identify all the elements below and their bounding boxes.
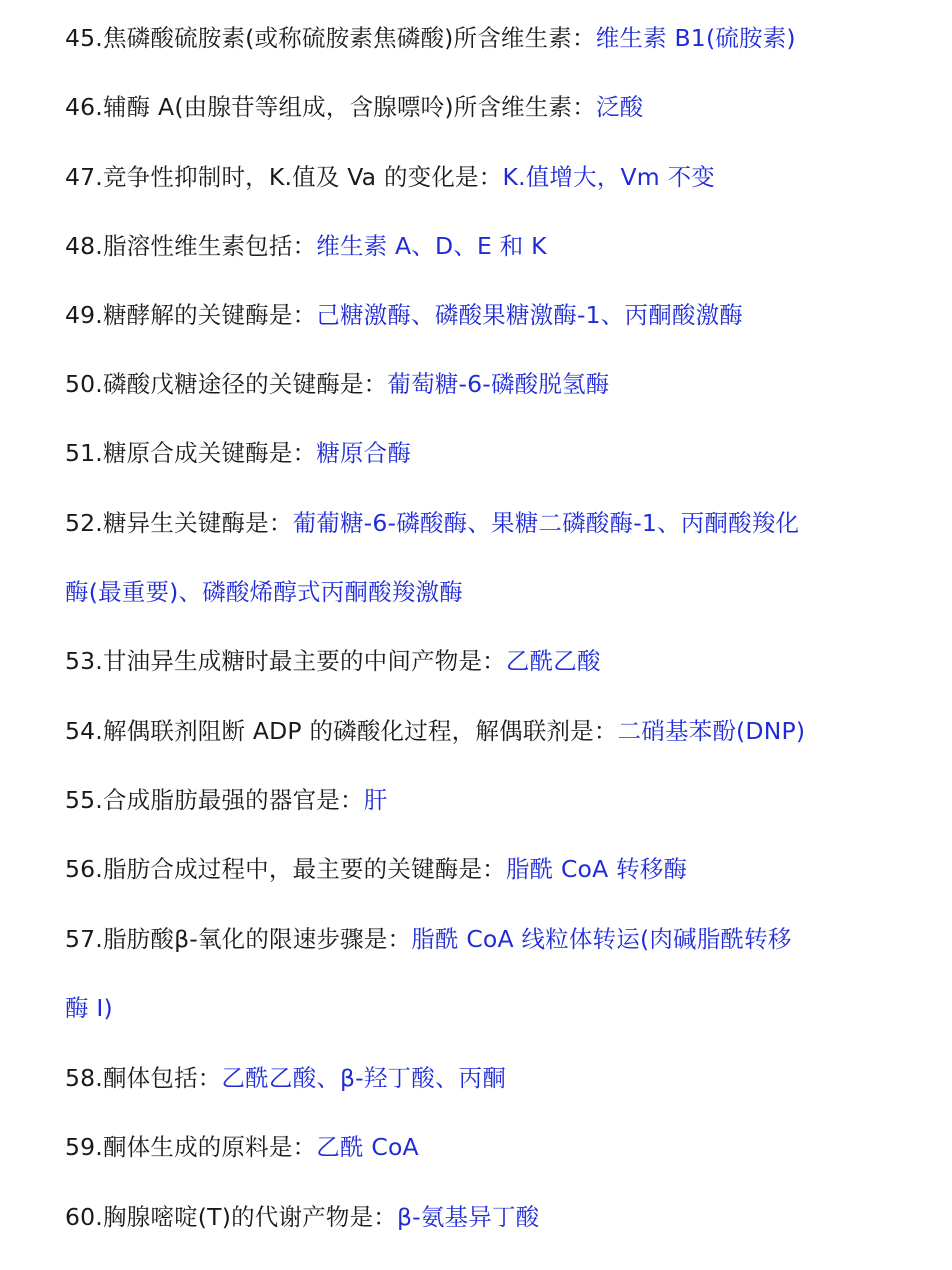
answer-text: 脂酰 CoA 线粒体转运(肉碱脂酰转移 [411,925,792,953]
item-52 [65,503,912,543]
question-text: 47.竞争性抑制时，K.值及 Va 的变化是： [65,163,503,191]
item-52-continued [65,572,912,612]
answer-text: 乙酰乙酸、β-羟丁酸、丙酮 [221,1064,507,1092]
question-text: 54.解偶联剂阻断 ADP 的磷酸化过程，解偶联剂是： [65,717,618,745]
item-60 [65,1197,912,1237]
question-text: 52.糖异生关键酶是： [65,509,293,537]
answer-text: K.值增大，Vm 不变 [502,163,715,191]
item-48 [65,226,912,266]
item-54 [65,711,912,751]
answer-text: 葡葡糖-6-磷酸酶、果糖二磷酸酶-1、丙酮酸羧化 [292,509,800,537]
item-58 [65,1058,912,1098]
item-57 [65,919,912,959]
question-text: 45.焦磷酸硫胺素(或称硫胺素焦磷酸)所含维生素： [65,24,596,52]
question-text: 55.合成脂肪最强的器官是： [65,786,364,814]
answer-text: 维生素 A、D、E 和 K [316,232,547,260]
item-56 [65,849,912,889]
answer-text: 乙酰乙酸 [505,647,601,675]
question-text: 60.胸腺嘧啶(T)的代谢产物是： [65,1203,397,1231]
item-55 [65,780,912,820]
answer-text: 脂酰 CoA 转移酶 [505,855,688,883]
item-57-continued [65,988,912,1028]
question-text: 50.磷酸戊糖途径的关键酶是： [65,370,388,398]
question-text: 58.酮体包括： [65,1064,222,1092]
question-text: 57.脂肪酸β-氧化的限速步骤是： [65,925,412,953]
question-text: 48.脂溶性维生素包括： [65,232,317,260]
answer-text: 糖原合酶 [316,439,412,467]
question-text: 59.酮体生成的原料是： [65,1133,317,1161]
answer-text: 二硝基苯酚(DNP) [617,717,806,745]
question-text: 49.糖酵解的关键酶是： [65,301,317,329]
item-53 [65,641,912,681]
question-text: 51.糖原合成关键酶是： [65,439,317,467]
item-47 [65,157,912,197]
item-46 [65,87,912,127]
answer-text-continued: 酶(最重要)、磷酸烯醇式丙酮酸羧激酶 [65,578,463,606]
item-59 [65,1127,912,1167]
answer-text: 维生素 B1(硫胺素) [595,24,796,52]
item-50 [65,364,912,404]
answer-text: 葡萄糖-6-磷酸脱氢酶 [387,370,610,398]
answer-text: 肝 [363,786,388,814]
answer-text: β-氨基异丁酸 [396,1203,540,1231]
item-45 [65,18,912,58]
question-text: 46.辅酶 A(由腺苷等组成，含腺嘌呤)所含维生素： [65,93,596,121]
answer-text-continued: 酶 I) [65,994,113,1022]
item-49 [65,295,912,335]
item-51 [65,433,912,473]
answer-text: 乙酰 CoA [316,1133,419,1161]
answer-text: 己糖激酶、磷酸果糖激酶-1、丙酮酸激酶 [316,301,744,329]
question-text: 53.甘油异生成糖时最主要的中间产物是： [65,647,506,675]
question-text: 56.脂肪合成过程中，最主要的关键酶是： [65,855,506,883]
answer-text: 泛酸 [595,93,644,121]
